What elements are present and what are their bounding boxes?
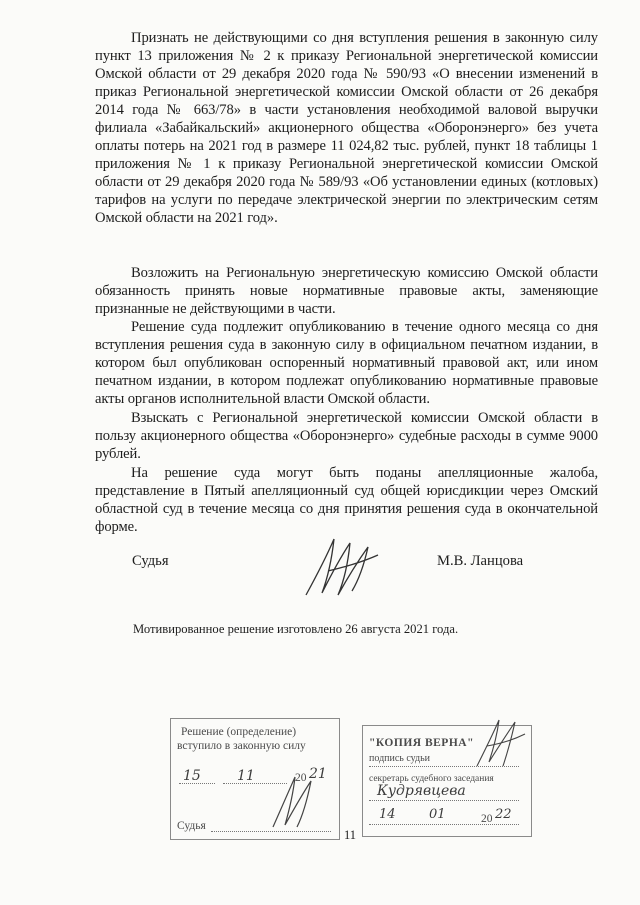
stamp-left-year-prefix: 20	[295, 772, 307, 784]
stamp-right-line3: секретарь судебного заседания	[369, 774, 494, 784]
stamp-entered-into-force	[170, 718, 340, 840]
stamp-right-day: 14	[379, 807, 396, 822]
judge-title: Судья	[132, 553, 169, 569]
stamp-left-judge-label: Судья	[177, 820, 206, 832]
stamp-left-line1: Решение (определение)	[181, 726, 297, 738]
stamp-right-date-line	[369, 824, 519, 825]
stamp-right-secretary-line	[369, 800, 519, 801]
judge-name: М.В. Ланцова	[437, 553, 524, 569]
stamp-copy-true	[362, 725, 532, 837]
paragraph-publication: Решение суда подлежит опубликованию в течение одного месяца со дня вступления решения суда в законную силу в официальном печатном издании, в котором был опубликован оспоренный нормативный правовой акт, или ином печатном издании, в котором подлежат опубликованию нормативные правовые акты органов исполнительной власти Омской области.	[95, 319, 598, 407]
stamp-left-day: 15	[183, 768, 201, 784]
stamp-left-line2: вступило в законную силу	[177, 740, 306, 752]
stamp-left-day-line	[179, 783, 215, 784]
stamp-right-year-prefix: 20	[481, 813, 493, 825]
stamp-right-line2: подпись судьи	[369, 753, 431, 764]
stamp-left-judge-line	[211, 831, 331, 832]
stamp-right-title: "КОПИЯ ВЕРНА"	[369, 737, 474, 749]
stamp-right-month: 01	[429, 807, 446, 822]
paragraph-recover-costs: Взыскать с Региональной энергетической комиссии Омской области в пользу акционерного общества «Оборонэнерго» судебные расходы в сумме 9000 рублей.	[95, 410, 598, 462]
stamp-left-year: 21	[309, 766, 327, 782]
stamp-right-year: 22	[495, 807, 512, 822]
page-number: 11	[344, 828, 357, 842]
stamp-left-month: 11	[237, 768, 255, 784]
stamp-left-signature-icon	[267, 773, 327, 833]
judge-signature-icon	[298, 533, 388, 603]
stamp-right-signature-icon	[473, 716, 529, 776]
paragraph-obligation: Возложить на Региональную энергетическую комиссию Омской области обязанность принять новые нормативные правовые акты, заменяющие признанные не действующими в части.	[95, 265, 598, 317]
paragraph-appeal: На решение суда могут быть поданы апелляционные жалоба, представление в Пятый апелляционный суд общей юрисдикции через Омский областной суд в течение месяца со дня принятия решения суда в окончательной форме.	[95, 465, 598, 535]
stamp-right-handwritten: Кудрявцева	[377, 783, 466, 799]
paragraph-declare-invalid: Признать не действующими со дня вступления решения в законную силу пункт 13 приложения № 2 к приказу Региональной энергетической комиссии Омской области от 29 декабря 2020 года № 590/93 «О внесении изменений в приказ Региональной энергетической комиссии Омской области от 26 декабря 2014 года № 663/78» в части установления необходимой валовой выручки филиала «Забайкальский» акционерного общества «Оборонэнерго» без учета оплаты потерь на 2021 год в размере 11 024,82 тыс. рублей, пункт 18 таблицы 1 приложения № 1 к приказу Региональной энергетической комиссии Омской области от 29 декабря 2020 года № 589/93 «Об установлении единых (котловых) тарифов на услуги по передаче электрической энергии по электрическим сетям Омской области на 2021 год».	[95, 30, 598, 226]
motivated-decision-note: Мотивированное решение изготовлено 26 августа 2021 года.	[133, 622, 459, 636]
